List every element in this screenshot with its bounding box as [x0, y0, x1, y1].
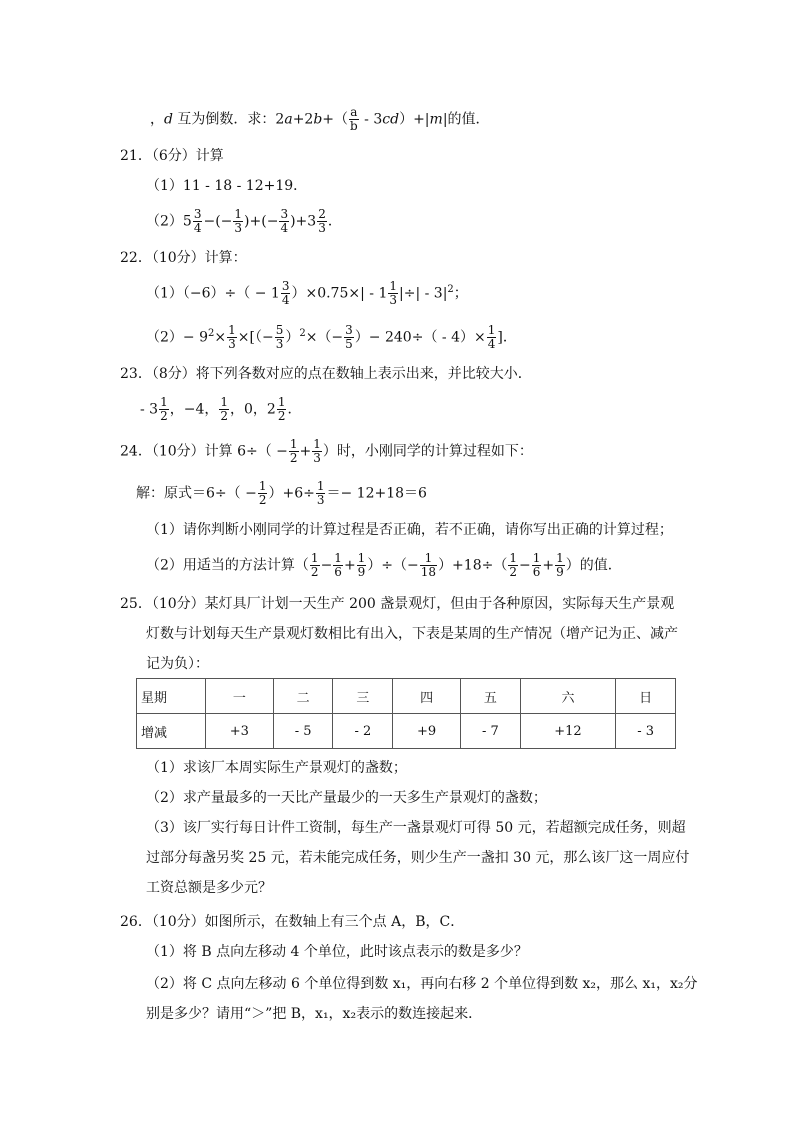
table-cell: - 7	[460, 714, 520, 749]
fraction	[344, 324, 354, 351]
text: ]．	[497, 329, 517, 346]
numerator: a	[350, 105, 358, 119]
text: ）的值．	[565, 557, 622, 574]
text: ，0，2	[230, 401, 276, 418]
denominator: 4	[487, 337, 496, 352]
text: ）+18÷（	[438, 557, 508, 574]
fraction	[310, 552, 320, 579]
denominator: 2	[310, 565, 319, 579]
fraction	[219, 396, 229, 423]
numerator: 3	[280, 207, 289, 221]
text: +2	[292, 111, 314, 128]
fraction	[333, 552, 343, 579]
q25-part3c: 工资总额是多少元？	[146, 880, 272, 896]
fraction	[487, 324, 497, 351]
table-cell: 日	[616, 679, 676, 714]
denominator: 2	[258, 493, 267, 507]
q20-tail-line	[150, 106, 490, 133]
denominator: 3	[318, 221, 326, 235]
fraction	[357, 552, 367, 579]
denominator: 6	[532, 565, 541, 579]
numerator: 1	[420, 552, 437, 566]
q24-part2	[146, 552, 622, 579]
text: −	[518, 557, 531, 574]
denominator: 2	[289, 451, 298, 465]
q25-line2: 灯数与计划每天生产景观灯数相比有出入，下表是某周的生产情况（增产记为正、减产	[146, 626, 678, 642]
text: ）+6÷	[268, 485, 315, 502]
fraction	[349, 106, 359, 133]
text: ×（−	[305, 329, 344, 346]
text: ）− 240÷（ - 4）×	[354, 329, 486, 346]
var: d	[164, 111, 173, 128]
text: ）×0.75×| - 1	[291, 285, 388, 302]
fraction	[159, 396, 169, 423]
text: （1）（−6）÷（ − 1	[146, 285, 280, 302]
text: |的值．	[442, 111, 490, 128]
text: 24．（10分）计算 6÷（ −	[120, 443, 288, 460]
q24-part1: （1）请你判断小刚同学的计算过程是否正确，若不正确，请你写出正确的计算过程；	[146, 522, 673, 538]
denominator: 4	[193, 221, 202, 235]
text: ，	[150, 111, 164, 128]
var: b	[313, 111, 323, 128]
denominator: 2	[160, 409, 168, 423]
q26-part1: （1）将 B 点向左移动 4 个单位，此时该点表示的数是多少？	[146, 944, 528, 960]
fraction	[289, 438, 299, 465]
denominator: 6	[334, 565, 342, 579]
denominator: 3	[313, 451, 321, 465]
table-cell: - 3	[616, 714, 676, 749]
denominator: 2	[277, 409, 286, 423]
text: ）时，小刚同学的计算过程如下：	[322, 443, 533, 460]
denominator: b	[350, 119, 358, 133]
denominator: 3	[228, 337, 236, 352]
numerator: 3	[345, 323, 353, 338]
denominator: 4	[280, 221, 289, 235]
production-table	[136, 678, 676, 749]
exponent: 2	[299, 328, 306, 339]
q22-header: 22．（10分）计算：	[120, 250, 247, 266]
fraction	[555, 552, 565, 579]
numerator: 1	[289, 437, 298, 451]
denominator: 3	[275, 337, 284, 352]
denominator: 5	[345, 337, 353, 352]
text: ）+|	[399, 111, 430, 128]
fraction	[532, 552, 542, 579]
text: ．	[327, 213, 342, 230]
numerator: 1	[334, 551, 342, 565]
q26-part2b: 别是多少？请用“＞”把 B，x₁，x₂表示的数连接起来．	[146, 1006, 483, 1022]
var: m	[429, 111, 443, 128]
q22-part1	[146, 280, 468, 307]
table-cell: - 2	[333, 714, 393, 749]
denominator: 2	[509, 565, 517, 579]
denominator: 2	[220, 409, 229, 423]
text: （2）用适当的方法计算（	[146, 557, 309, 574]
numerator: 1	[509, 551, 517, 565]
numerator: 3	[193, 207, 202, 221]
numerator: 1	[357, 551, 366, 565]
numerator: 1	[310, 551, 319, 565]
text: |÷| - 3|	[399, 285, 448, 302]
denominator: 18	[420, 565, 437, 579]
text: - 3	[140, 401, 159, 418]
q26-part2a: （2）将 C 点向左移动 6 个单位得到数 x₁，再向右移 2 个单位得到数 x₂，那么 x₁，x₂分	[146, 976, 698, 992]
numerator: 1	[228, 323, 236, 338]
table-cell: +9	[393, 714, 461, 749]
numerator: 1	[532, 551, 541, 565]
table-cell: 六	[520, 679, 615, 714]
numerator: 1	[556, 551, 564, 565]
exponent: 2	[208, 328, 215, 339]
text: )+3	[290, 213, 317, 230]
text: )+(−	[244, 213, 279, 230]
var: a	[284, 111, 293, 128]
fraction	[233, 208, 243, 235]
text: （2）− 9	[146, 329, 208, 346]
table-cell: 增减	[137, 714, 206, 749]
table-row	[137, 714, 676, 749]
fraction	[279, 208, 289, 235]
table-cell: 一	[206, 679, 274, 714]
q22-part2	[146, 324, 517, 351]
denominator: 3	[234, 221, 243, 235]
text: 解：原式＝6÷（ −	[136, 485, 257, 502]
text: - 3	[359, 111, 383, 128]
numerator: 1	[234, 207, 243, 221]
fraction	[277, 396, 287, 423]
var: cd	[382, 111, 400, 128]
table-cell: 四	[393, 679, 461, 714]
denominator: 9	[357, 565, 366, 579]
text: ×[（−	[237, 329, 274, 346]
q25-part3a: （3）该厂实行每日计件工资制，每生产一盏景观灯可得 50 元，若超额完成任务，则超	[146, 820, 686, 836]
numerator: 1	[316, 479, 325, 493]
numerator: 2	[318, 207, 326, 221]
q23-header: 23．（8分）将下列各数对应的点在数轴上表示出来，并比较大小．	[120, 366, 532, 382]
text: ；	[453, 285, 468, 302]
numerator: 1	[220, 395, 229, 409]
q25-part3b: 过部分每盏另奖 25 元，若未能完成任务，则少生产一盏扣 30 元，那么该厂这一周应付	[146, 850, 690, 866]
q25-line1: 25．（10分）某灯具厂计划一天生产 200 盏景观灯，但由于各种原因，实际每天生产景观	[120, 596, 675, 612]
q25-line3: 记为负）：	[146, 656, 209, 672]
denominator: 3	[316, 493, 325, 507]
numerator: 3	[281, 279, 290, 294]
table-cell: +3	[206, 714, 274, 749]
table-cell: - 5	[273, 714, 333, 749]
denominator: 9	[556, 565, 564, 579]
table-row	[137, 679, 676, 714]
text: +	[542, 557, 555, 574]
fraction	[312, 438, 322, 465]
text: ＝− 12+18＝6	[326, 485, 427, 502]
q25-part2: （2）求产量最多的一天比产量最少的一天多生产景观灯的盏数；	[146, 790, 547, 806]
table-cell: 三	[333, 679, 393, 714]
fraction	[193, 208, 203, 235]
text: 互为倒数．求：2	[172, 111, 285, 128]
numerator: 1	[277, 395, 286, 409]
q21-header: 21．（6分）计算	[120, 148, 224, 164]
q25-part1: （1）求该厂本周实际生产景观灯的盏数；	[146, 760, 407, 776]
text: +	[299, 443, 312, 460]
q24-solution	[136, 480, 427, 507]
fraction	[281, 280, 291, 307]
table-cell: +12	[520, 714, 615, 749]
text: +（	[322, 111, 349, 128]
numerator: 5	[275, 323, 284, 338]
numerator: 1	[313, 437, 321, 451]
fraction	[317, 208, 327, 235]
table-cell: 五	[460, 679, 520, 714]
exponent: 2	[447, 284, 454, 295]
numerator: 1	[389, 279, 397, 294]
text: ）÷（−	[367, 557, 419, 574]
text: −(−	[203, 213, 233, 230]
numerator: 1	[160, 395, 168, 409]
q21-part1: （1）11 - 18 - 12+19．	[146, 178, 308, 194]
denominator: 3	[389, 293, 397, 308]
fraction	[388, 280, 398, 307]
table-cell: 星期	[137, 679, 206, 714]
numerator: 1	[487, 323, 496, 338]
text: ×	[214, 329, 227, 346]
text: ，−4，	[169, 401, 219, 418]
table-cell: 二	[273, 679, 333, 714]
text: −	[320, 557, 333, 574]
fraction	[258, 480, 268, 507]
q23-values	[140, 396, 301, 423]
text: +	[343, 557, 356, 574]
text: ）	[285, 329, 300, 346]
numerator: 1	[258, 479, 267, 493]
fraction	[420, 552, 437, 579]
fraction	[275, 324, 285, 351]
fraction	[508, 552, 518, 579]
fraction	[316, 480, 326, 507]
q21-part2	[146, 208, 342, 235]
denominator: 4	[281, 293, 290, 308]
fraction	[227, 324, 237, 351]
text: ．	[287, 401, 302, 418]
text: （2）5	[146, 213, 192, 230]
q26-header: 26．（10分）如图所示，在数轴上有三个点 A，B，C．	[120, 914, 465, 930]
q24-header	[120, 438, 533, 465]
